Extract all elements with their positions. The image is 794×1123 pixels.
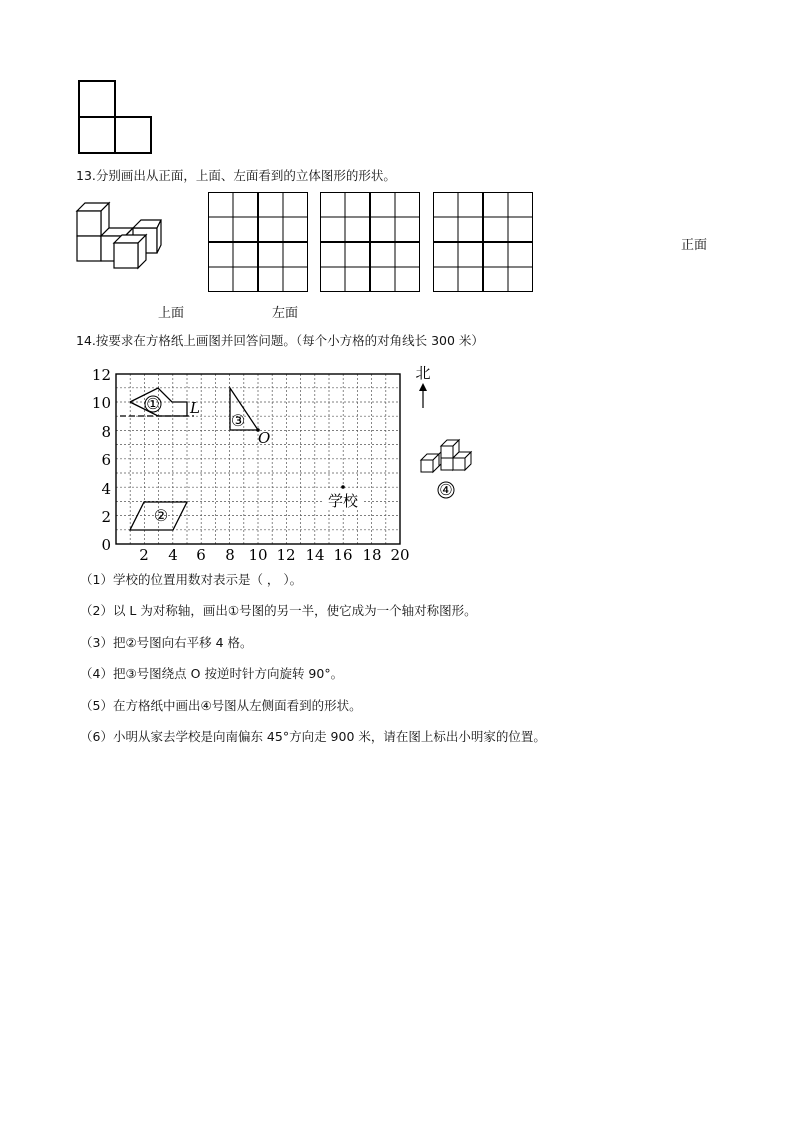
y-tick-0: 0 — [101, 536, 111, 554]
q13-grid-2 — [320, 192, 420, 292]
x-tick-10: 10 — [248, 546, 268, 564]
y-tick-8: 8 — [101, 423, 111, 441]
x-tick-12: 12 — [276, 546, 296, 564]
q13-grid-3 — [433, 192, 533, 292]
y-tick-6: 6 — [101, 451, 111, 469]
north-arrow-icon — [419, 383, 427, 391]
x-tick-6: 6 — [196, 546, 206, 564]
q14-sub-6: （6）小明从家去学校是向南偏东 45°方向走 900 米，请在图上标出小明家的位置。 — [80, 729, 546, 744]
q13-title: 13.分别画出从正面，上面、左面看到的立体图形的形状。 — [76, 168, 396, 183]
x-tick-18: 18 — [362, 546, 382, 564]
x-tick-14: 14 — [305, 546, 325, 564]
top-l-shape-figure — [76, 78, 156, 156]
label-front: 正面 — [681, 238, 708, 253]
shape-4-cubes — [421, 440, 471, 472]
shape-4-label: ④ — [439, 481, 453, 499]
label-top: 上面 — [158, 306, 185, 321]
y-tick-10: 10 — [91, 394, 111, 412]
north-label: 北 — [415, 364, 431, 382]
y-tick-2: 2 — [101, 508, 111, 526]
point-O-label: O — [258, 429, 271, 447]
school-label: 学校 — [327, 492, 359, 510]
q14-sub-1: （1）学校的位置用数对表示是（ ， ）。 — [80, 572, 303, 587]
x-tick-8: 8 — [225, 546, 235, 564]
axis-L-label: L — [190, 399, 200, 417]
q14-sub-5: （5）在方格纸中画出④号图从左侧面看到的形状。 — [80, 698, 362, 713]
q13-3d-figure — [74, 196, 166, 276]
x-tick-4: 4 — [168, 546, 178, 564]
label-left: 左面 — [272, 306, 299, 321]
q14-grid-figure — [88, 360, 488, 564]
q14-sub-3: （3）把②号图向右平移 4 格。 — [80, 635, 253, 650]
x-tick-2: 2 — [139, 546, 149, 564]
q14-sub-4: （4）把③号图绕点 O 按逆时针方向旋转 90°。 — [80, 666, 344, 681]
y-tick-4: 4 — [101, 480, 111, 498]
x-tick-20: 20 — [390, 546, 410, 564]
y-tick-12: 12 — [91, 366, 111, 384]
x-tick-16: 16 — [333, 546, 353, 564]
q13-grid-1 — [208, 192, 308, 292]
shape-2-label: ② — [153, 506, 169, 525]
shape-3-label: ③ — [230, 411, 246, 430]
shape-1-label: ① — [146, 395, 160, 413]
q14-sub-2: （2）以 L 为对称轴，画出①号图的另一半，使它成为一个轴对称图形。 — [80, 603, 477, 618]
q14-title: 14.按要求在方格纸上画图并回答问题。（每个小方格的对角线长 300 米） — [76, 333, 484, 348]
